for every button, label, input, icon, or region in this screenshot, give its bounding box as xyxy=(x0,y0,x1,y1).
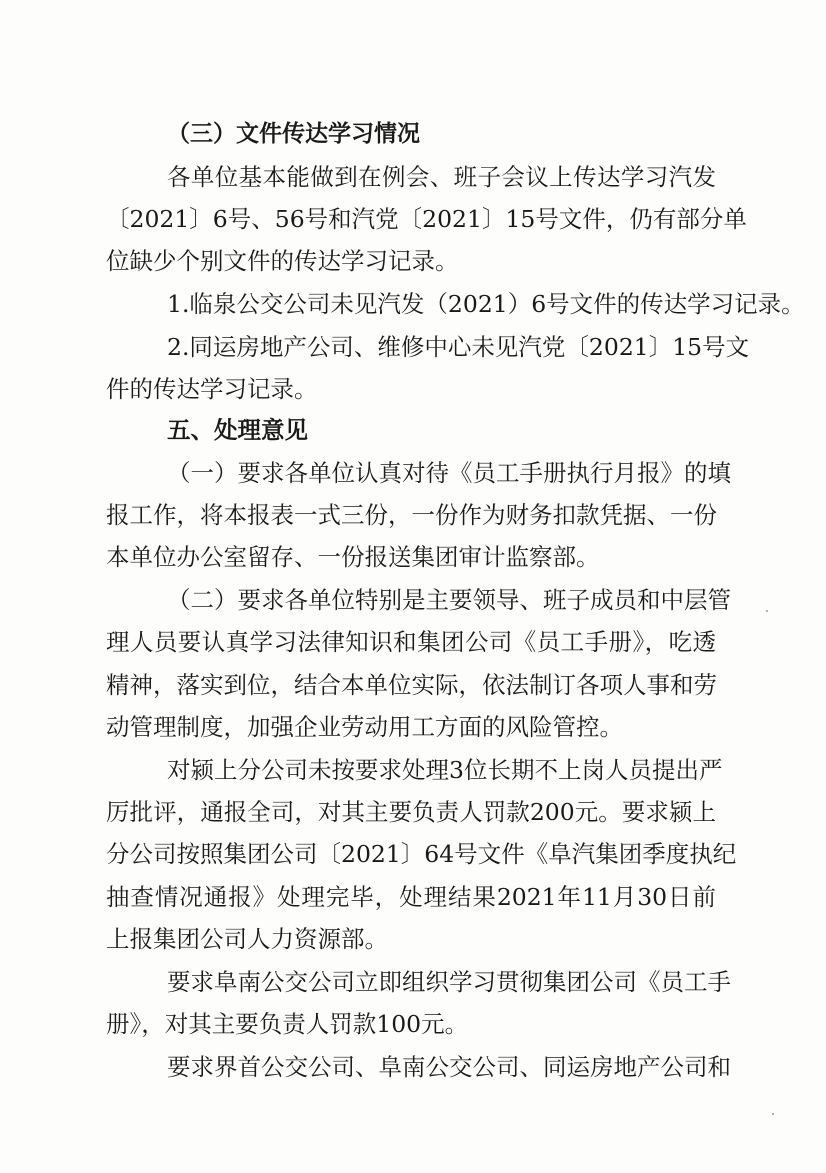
paragraph-two-line-2: 理人员要认真学习法律知识和集团公司《员工手册》，吃透 xyxy=(106,628,716,656)
paragraph-two-line-4: 动管理制度，加强企业劳动用工方面的风险管控。 xyxy=(106,713,623,741)
paragraph-last-line-1: 要求界首公交公司、阜南公交公司、同运房地产公司和 xyxy=(167,1053,731,1081)
paragraph-3-line-1: 各单位基本能做到在例会、班子会议上传达学习汽发 xyxy=(167,163,716,191)
paragraph-yingshang-line-3: 分公司按照集团公司〔2021〕64号文件《阜汽集团季度执纪 xyxy=(106,840,737,868)
paragraph-yingshang-line-4: 抽查情况通报》处理完毕，处理结果2021年11月30日前 xyxy=(106,883,716,911)
paragraph-two-line-3: 精神，落实到位，结合本单位实际，依法制订各项人事和劳 xyxy=(106,671,717,699)
paragraph-two-line-1: （二）要求各单位特别是主要领导、班子成员和中层管 xyxy=(167,586,731,614)
list-item-2-line-2: 件的传达学习记录。 xyxy=(106,375,318,403)
paragraph-one-line-2: 报工作，将本报表一式三份，一份作为财务扣款凭据、一份 xyxy=(106,501,717,529)
scan-speck xyxy=(772,1113,774,1115)
paragraph-one-line-3: 本单位办公室留存、一份报送集团审计监察部。 xyxy=(106,543,600,571)
paragraph-funan-line-1: 要求阜南公交公司立即组织学习贯彻集团公司《员工手 xyxy=(167,968,731,996)
list-item-2-line-1: 2.同运房地产公司、维修中心未见汽党〔2021〕15号文 xyxy=(167,333,750,361)
scan-speck xyxy=(766,610,768,612)
paragraph-yingshang-line-1: 对颍上分公司未按要求处理3位长期不上岗人员提出严 xyxy=(167,756,723,784)
paragraph-funan-line-2: 册》，对其主要负责人罚款100元。 xyxy=(106,1010,469,1038)
section-heading-5: 五、处理意见 xyxy=(167,416,308,444)
paragraph-yingshang-line-2: 厉批评，通报全司，对其主要负责人罚款200元。要求颍上 xyxy=(106,798,716,826)
section-heading-3: （三）文件传达学习情况 xyxy=(167,120,420,147)
paragraph-yingshang-line-5: 上报集团公司人力资源部。 xyxy=(106,925,388,953)
list-item-1: 1.临泉公交公司未见汽发（2021）6号文件的传达学习记录。 xyxy=(167,290,805,318)
paragraph-3-line-2: 〔2021〕6号、56号和汽党〔2021〕15号文件，仍有部分单 xyxy=(106,205,747,233)
paragraph-3-line-3: 位缺少个别文件的传达学习记录。 xyxy=(106,247,459,275)
paragraph-one-line-1: （一）要求各单位认真对待《员工手册执行月报》的填 xyxy=(167,459,731,487)
